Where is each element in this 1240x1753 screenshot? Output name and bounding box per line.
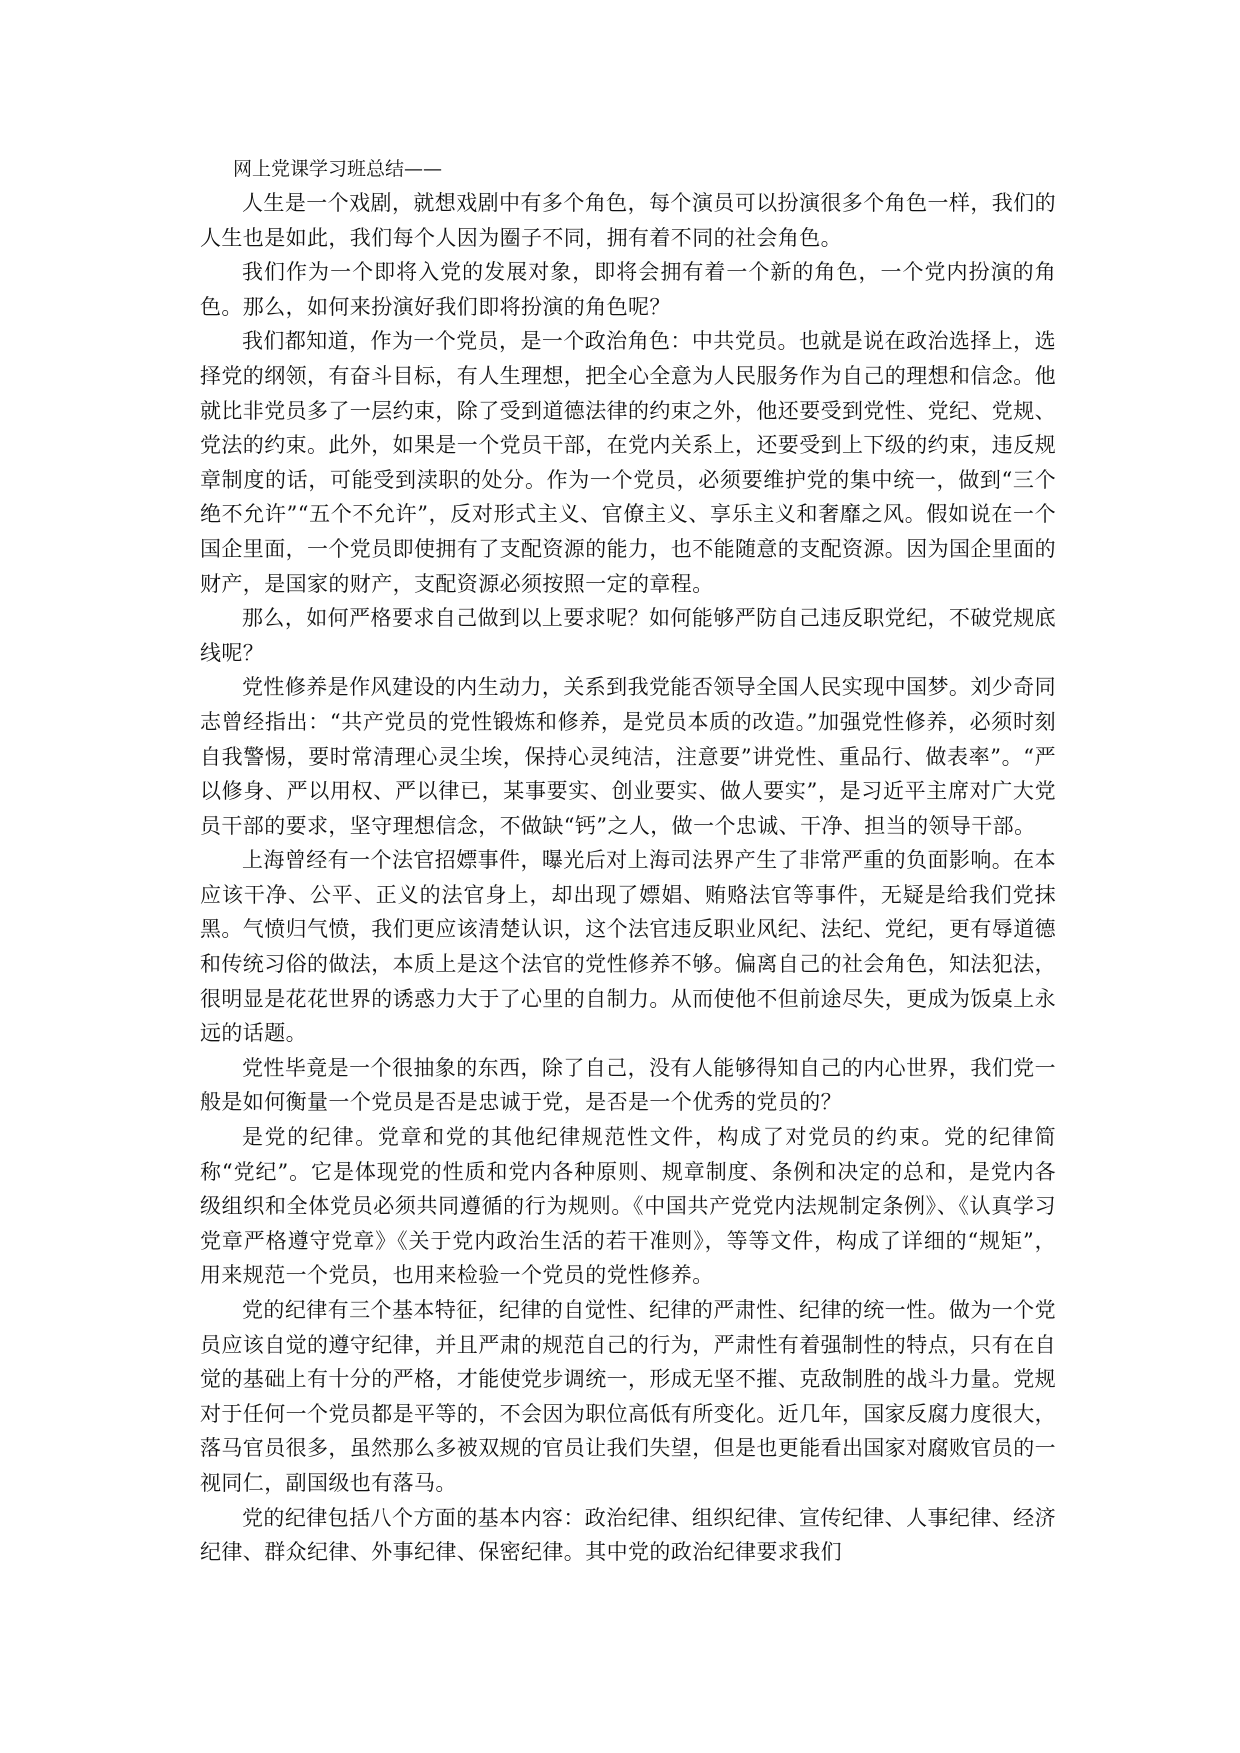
document-title: 网上党课学习班总结—— <box>233 158 443 180</box>
paragraph-6: 上海曾经有一个法官招嫖事件，曝光后对上海司法界产生了非常严重的负面影响。在本应该干净、公平、正义的法官身上，却出现了嫖娼、贿赂法官等事件，无疑是给我们党抹黑。气愤归气愤，我们更应该清楚认识，这个法官违反职业风纪、法纪、党纪，更有辱道德和传统习俗的做法，本质上是这个法官的党性修养不够。偏离自己的社会角色，知法犯法，很明显是花花世界的诱惑力大于了心里的自制力。从而使他不但前途尽失，更成为饭桌上永远的话题。 <box>200 848 1056 1046</box>
paragraph-2: 我们作为一个即将入党的发展对象，即将会拥有着一个新的角色，一个党内扮演的角色。那么，如何来扮演好我们即将扮演的角色呢？ <box>200 260 1056 319</box>
paragraph-3: 我们都知道，作为一个党员，是一个政治角色：中共党员。也就是说在政治选择上，选择党的纲领，有奋斗目标，有人生理想，把全心全意为人民服务作为自己的理想和信念。他就比非党员多了一层约束，除了受到道德法律的约束之外，他还要受到党性、党纪、党规、党法的约束。此外，如果是一个党员干部，在党内关系上，还要受到上下级的约束，违反规章制度的话，可能受到渎职的处分。作为一个党员，必须要维护党的集中统一，做到“三个绝不允许”“五个不允许”，反对形式主义、官僚主义、享乐主义和奢靡之风。假如说在一个国企里面，一个党员即使拥有了支配资源的能力，也不能随意的支配资源。因为国企里面的财产，是国家的财产，支配资源必须按照一定的章程。 <box>200 329 1056 596</box>
paragraph-10: 党的纪律包括八个方面的基本内容：政治纪律、组织纪律、宣传纪律、人事纪律、经济纪律、群众纪律、外事纪律、保密纪律。其中党的政治纪律要求我们 <box>200 1505 1056 1565</box>
paragraph-8: 是党的纪律。党章和党的其他纪律规范性文件，构成了对党员的约束。党的纪律简称“党纪”。它是体现党的性质和党内各种原则、规章制度、条例和决定的总和，是党内各级组织和全体党员必须共同遵循的行为规则。《中国共产党党内法规制定条例》、《认真学习党章严格遵守党章》《关于党内政治生活的若干准则》，等等文件，构成了详细的“规矩”，用来规范一个党员，也用来检验一个党员的党性修养。 <box>200 1125 1056 1288</box>
paragraph-5: 党性修养是作风建设的内生动力，关系到我党能否领导全国人民实现中国梦。刘少奇同志曾经指出：“共产党员的党性锻炼和修养，是党员本质的改造。”加强党性修养，必须时刻自我警惕，要时常清理心灵尘埃，保持心灵纯洁，注意要”讲党性、重品行、做表率”。“严以修身、严以用权、严以律已，某事要实、创业要实、做人要实”，是习近平主席对广大党员干部的要求，坚守理想信念，不做缺“钙”之人，做一个忠诚、干净、担当的领导干部。 <box>200 675 1056 838</box>
document-body <box>200 152 1056 1570</box>
paragraph-1: 人生是一个戏剧，就想戏剧中有多个角色，每个演员可以扮演很多个角色一样，我们的人生也是如此，我们每个人因为圈子不同，拥有着不同的社会角色。 <box>200 191 1056 250</box>
paragraph-7: 党性毕竟是一个很抽象的东西，除了自己，没有人能够得知自己的内心世界，我们党一般是如何衡量一个党员是否是忠诚于党，是否是一个优秀的党员的？ <box>200 1055 1056 1115</box>
paragraph-9: 党的纪律有三个基本特征，纪律的自觉性、纪律的严肃性、纪律的统一性。做为一个党员应该自觉的遵守纪律，并且严肃的规范自己的行为，严肃性有着强制性的特点，只有在自觉的基础上有十分的严格，才能使党步调统一，形成无坚不摧、克敌制胜的战斗力量。党规对于任何一个党员都是平等的，不会因为职位高低有所变化。近几年，国家反腐力度很大，落马官员很多，虽然那么多被双规的官员让我们失望，但是也更能看出国家对腐败官员的一视同仁，副国级也有落马。 <box>200 1298 1056 1495</box>
paragraph-4: 那么，如何严格要求自己做到以上要求呢？如何能够严防自己违反职党纪，不破党规底线呢？ <box>200 606 1056 665</box>
